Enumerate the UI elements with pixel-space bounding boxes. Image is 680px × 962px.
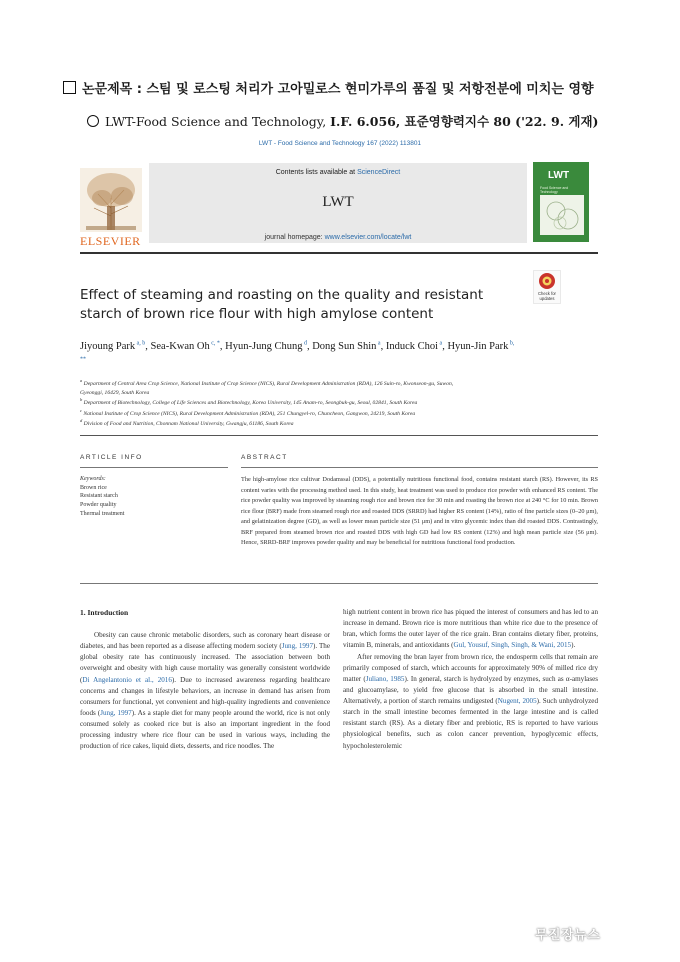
author-name[interactable]: Hyun-Jung Chung	[225, 341, 303, 352]
keywords-block	[80, 475, 124, 518]
contents-line: Contents lists available at ScienceDirect	[275, 169, 401, 176]
paragraph-text: ). Such unhydrolyzed starch in the small intestine becomes fermented in the large intestine and is called resistant starch (RS). As a dietary fiber and prebiotic, RS is reported to have various physiological benefits, such as colon cancer prevention, hypoglycemic effects, hypocholesterolemic	[343, 697, 598, 750]
abstract-text: The high-amylose rice cultivar Dodamssal (DDS), a potentially nutritious functional food, contains resistant starch (RS). However, its RS content varies with the processing method used. In this study, heat treatment was used to produce rice powder with enhanced RS content. The rice powder quality was improved by steaming rough rice and brown rice for 30 min and roasting the brown rice at 240 °C for 10 min. Brown rice flour (BRF) made from steamed rough rice and roasted DDS (SRRD) had higher RS content (14%), ratio of fine particle sizes (0–20 μm), and gelatinization degree (GD), as well as lower mean particle size (51 μm) and in vitro glycemic index than did roasted DDS. Contrastingly, BRF prepared from steamed brown rice and roasted DDS with high GD had low RS content (12%) and high mean particle size (56 μm). Hence, SRRD-BRF improves powder quality and may be beneficial for nutritious functional food production.	[241, 476, 598, 546]
author-affiliation-mark[interactable]: a	[438, 340, 443, 347]
intro-paragraph	[343, 607, 598, 652]
author-affiliation-mark[interactable]: d	[302, 340, 307, 347]
paragraph-text: ). Due to increased awareness regarding healthcare concerns and changes in lifestyle behaviors, an increase in demand has arisen from consumers for functional, yet convenient and high-quality ingredients and convenience foods (	[80, 675, 330, 717]
cover-title: LWT	[548, 170, 570, 181]
korean-journal-info	[87, 112, 598, 130]
journal-name: LWT-Food Science and Technology,	[105, 114, 327, 129]
paragraph-text: ). As a staple diet for many people around the world, rice is not only consumed solely as cooked rice but is also an important ingredient in the food processing industry where rice flour can be used in various ways, including the production of rice cakes, liquid diets, desserts, and rice noodles. The	[80, 708, 330, 751]
affiliation-line	[80, 389, 590, 398]
affiliation-line	[80, 418, 590, 429]
info-divider	[80, 467, 228, 468]
keyword-item: Brown rice	[80, 484, 107, 491]
affiliation-line	[80, 378, 590, 389]
intro-left-column	[80, 630, 330, 752]
citation-link[interactable]: Gul, Yousuf, Singh, Singh, & Wani, 2015	[453, 641, 572, 650]
news-watermark: 무진장뉴스	[535, 928, 601, 943]
journal-name-large: LWT	[322, 194, 354, 210]
paragraph-text: ). In general, starch is hydrolyzed by enzymes, such as α-amylases and glucoamylase, to yield free glucose that is absorbed in the small intestine. Alternatively, a portion of starch remains undigested (	[343, 674, 598, 705]
publisher-name: ELSEVIER	[80, 234, 141, 248]
intro-right-column	[343, 607, 598, 752]
affiliation-text: Department of Biotechnology, College of Life Sciences and Biotechnology, Korea University, 145 Anam-ro, Seongbuk-gu, Seoul, 02841, South Korea	[82, 400, 418, 407]
cover-subtitle: Food Science and Technology	[540, 186, 569, 194]
introduction-heading: 1. Introduction	[80, 608, 129, 617]
affiliation-line	[80, 408, 590, 419]
cover-illustration	[540, 195, 584, 235]
affiliation-mark: c	[80, 407, 82, 413]
author-affiliation-mark[interactable]: a	[376, 340, 381, 347]
section-divider	[80, 435, 598, 436]
keyword-item: Resistant starch	[80, 493, 118, 500]
abstract-heading: ABSTRACT	[241, 454, 288, 461]
affiliation-list	[80, 378, 590, 429]
author-affiliation-mark[interactable]: a, b	[135, 340, 146, 347]
affiliation-text: Gyeonggi, 16429, South Korea	[80, 389, 150, 396]
author-name[interactable]: Dong Sun Shin	[312, 341, 377, 352]
header-divider	[80, 252, 598, 254]
author-name[interactable]: Induck Choi	[385, 341, 439, 352]
checkbox-square-icon	[63, 81, 76, 94]
paragraph-text: high nutrient content in brown rice has piqued the interest of consumers and has led to an increase in demand. Brown rice is more nutritious than white rice due to the presence of bran, which forms the outer layer of the rice grain. Bran contains dietary fiber, proteins, vitamin B, minerals, and antioxidants (	[343, 608, 598, 650]
author-name[interactable]: Sea-Kwan Oh	[150, 341, 210, 352]
citation-link[interactable]: Juliano, 1985	[365, 674, 405, 683]
affiliation-text: Department of Central Area Crop Science, National Institute of Crop Science (NICS), Rural Development Administration (RDA), 126 Suin-ro, Kwonseon-gu, Suwon,	[82, 380, 454, 387]
keywords-list	[80, 484, 124, 519]
affiliation-text: National Institute of Crop Science (NICS), Rural Development Administration (RDA), 251 Chungyel-ro, Chuncheon, Gangwon, 24219, South Korea	[82, 410, 416, 417]
article-title: Effect of steaming and roasting on the quality and resistant starch of brown rice flour with high amylose content	[80, 287, 484, 322]
sciencedirect-link[interactable]: ScienceDirect	[357, 169, 401, 176]
author-affiliation-mark[interactable]: b, **	[80, 340, 515, 363]
keyword-item: Thermal treatment	[80, 510, 125, 517]
section-divider	[80, 583, 598, 584]
author-name[interactable]: Jiyoung Park	[80, 341, 136, 352]
citation-link[interactable]: Jung, 1997	[100, 708, 132, 717]
affiliation-mark: d	[80, 418, 83, 424]
author-list: Jiyoung Park $^{a, b}$, Sea-Kwan Oh $^{c, *}$, Hyun-Jung Chung $^d$, Dong Sun Shin $^a$, Induck Choi $^a$, Hyun-Jin Park $^{b, **}$	[80, 340, 515, 363]
author-affiliation-mark[interactable]: c, *	[209, 340, 220, 347]
affiliation-text: Division of Food and Nutrition, Chonnam National University, Gwangju, 61186, South Korea	[82, 421, 294, 428]
affiliation-line	[80, 397, 590, 408]
elsevier-tree-logo	[80, 168, 142, 242]
keyword-item: Powder quality	[80, 502, 117, 509]
citation-link[interactable]: Nugent, 2005	[497, 697, 537, 705]
journal-citation[interactable]: LWT - Food Science and Technology 167 (2022) 113801	[258, 140, 422, 147]
homepage-link[interactable]: www.elsevier.com/locate/lwt	[324, 234, 412, 241]
korean-paper-title: 논문제목 : 스팀 및 로스팅 처리가 고아밀로스 현미가루의 품질 및 저항전분에 미치는 영향	[63, 78, 594, 97]
paragraph-text: Obesity can cause chronic metabolic disorders, such as coronary heart disease or diabetes, and has been reported as a disease affecting modern society (	[80, 631, 330, 651]
journal-homepage: journal homepage: www.elsevier.com/locate/lwt	[264, 234, 412, 241]
author-name[interactable]: Hyun-Jin Park	[447, 341, 509, 352]
affiliation-mark: b	[80, 397, 83, 403]
abstract-divider	[241, 467, 598, 468]
paragraph-text: ). The global obesity rate has continuously increased. The association between both overweight and obesity with high cause mortality was generally consistent worldwide (	[80, 642, 330, 684]
intro-paragraph	[80, 630, 330, 752]
impact-factor: I.F. 6.056, 표준영향력지수 80 ('22. 9. 게재)	[330, 114, 599, 129]
paragraph-text: After removing the bran layer from brown rice, the endosperm cells that remain are primarily composed of starch, which accounts for approximately 90% of milled rice dry matter (	[343, 652, 598, 683]
intro-paragraph	[343, 652, 598, 752]
affiliation-mark: a	[80, 378, 83, 383]
paragraph-text: ).	[571, 641, 576, 650]
check-for-updates-label[interactable]: Check for updates	[538, 291, 556, 301]
citation-link[interactable]: Di Angelantonio et al., 2016	[82, 675, 172, 684]
keywords-heading: Keywords:	[80, 476, 106, 482]
citation-link[interactable]: Jung, 1997	[281, 642, 314, 651]
article-info-heading: ARTICLE INFO	[80, 454, 143, 461]
circle-bullet-icon	[87, 115, 99, 127]
